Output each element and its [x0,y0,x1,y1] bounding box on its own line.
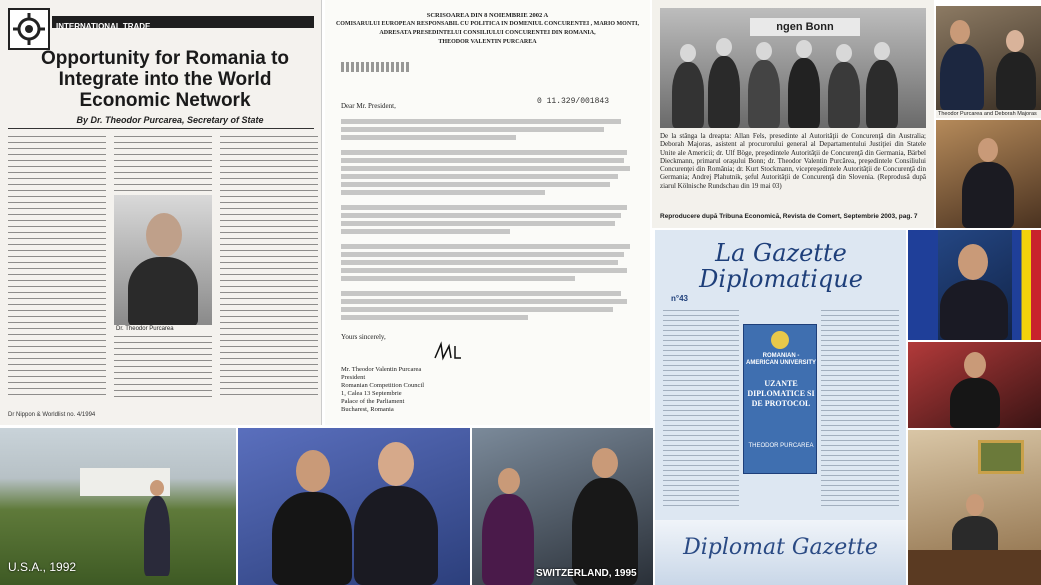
clipping-caption: De la stânga la dreapta: Allan Fels, presedinte al Autorităţii de Concurenţă din Australia; Deborah Majoras, asistent al procurorului general al Departamentului Justiţiei din Statele Unite ale Americii; dr. Ulf Böge, preşedintele Autorităţii de Concurenţă din Germania, Bärbel Dieckmann, primarul oraşului Bonn; dr. Theodor Valentin Purcărea, preşedintele Consiliului Concurenţei din România; dr. Kurt Stockmann, vicepreşedintele Autorităţii de Concurenţă din Germania; Andrej Plahutnik, şeful Autorităţii de Concurenţă din Slovenia. (Reprodusă după ziarul Kölnische Rundschau din 19 mai 03) [660,132,926,190]
book-title: UZANTE DIPLOMATICE SI DE PROTOCOL [747,379,815,408]
article-column-3 [220,136,318,398]
letter-recipient-block [341,366,424,414]
gazette-footer-masthead: Diplomat Gazette [683,535,878,560]
book-author: THEODOR PURCAREA [748,443,814,449]
gazette-left-text [663,310,739,510]
article-section-bar [52,16,314,31]
letter-header-line-1: SCRISOAREA DIN 8 NOIEMBRIE 2002 A [426,12,549,19]
letter-header-line-3: ADRESATA PRESEDINTELUI CONSILIULUI CONCURENTEI DIN ROMANIA, [379,30,596,36]
article-section-label: INTERNATIONAL TRADE [56,22,151,31]
article-photo-caption: Dr. Theodor Purcarea [116,326,174,332]
caption-usa: U.S.A., 1992 [8,560,77,574]
photo-two-men [238,428,470,585]
letter-header-line-2: COMISARULUI EUROPEAN RESPONSABIL CU POLITICA IN DOMENIUL CONCURENTEI , MARIO MONTI, [335,21,640,27]
clipping-group-photo [660,8,926,128]
gazette-masthead: La Gazette Diplomatique [699,239,863,293]
article-column-2-top [114,136,212,192]
clipping-reproduction-note: Reproducere după Tribuna Economică, Revista de Comert, Septembrie 2003, pag. 7 [660,213,918,220]
photo-switzerland-1995 [472,428,653,585]
photo-flags-portrait [908,230,1041,340]
article-footer: Dr Nippon & Worldlist no. 4/1994 [8,412,96,418]
flag-romania-icon [1012,230,1041,340]
letter-signature [433,340,463,367]
recipient-line: President [341,374,366,381]
photo-red-background-portrait [908,342,1041,428]
article-divider [8,128,314,129]
photo-purcarea-majoras [936,6,1041,110]
caption-switzerland: SWITZERLAND, 1995 [536,568,637,579]
article-byline: By Dr. Theodor Purcarea, Secretary of State [76,115,264,125]
gazette-issue: n°43 [671,294,688,303]
recipient-line: Bucharest, Romania [341,406,394,413]
author-body [128,257,198,325]
article-logo-icon [8,8,50,50]
book-cover [743,324,817,474]
newspaper-clipping [652,0,934,228]
letter-emblem [341,62,411,72]
clipping-sign-text: ngen Bonn [776,21,834,33]
letter-stamp-number: 0 11.329/001843 [537,97,610,106]
photo-desk-portrait [908,430,1041,585]
flag-eu-icon [908,230,938,340]
letter-header-line-4: THEODOR VALENTIN PURCAREA [438,39,537,45]
photo-caption-majoras: Theodor Purcarea and Deborah Majoras [936,110,1041,118]
letter-salutation: Dear Mr. President, [341,102,396,110]
recipient-line: Palace of the Parliament [341,398,405,405]
wall-painting [978,440,1024,474]
commission-letter [325,0,650,425]
magazine-article [0,0,322,425]
book-publisher: ROMANIAN - AMERICAN UNIVERSITY [746,353,817,366]
desk [908,550,1041,585]
recipient-line: 1, Calea 13 Septembrie [341,390,402,397]
photo-usa-1992 [0,428,236,585]
article-column-2-bottom [114,336,212,398]
clipping-sign [750,18,860,36]
letter-closing: Yours sincerely, [341,333,386,341]
photo-office-portrait [936,120,1041,228]
gazette-right-text [821,310,899,510]
article-column-1 [8,136,106,398]
gazette-diplomatique [655,230,906,585]
book-emblem-icon [771,331,789,349]
author-head [146,213,182,257]
recipient-line: Mr. Theodor Valentin Purcarea [341,366,422,373]
article-author-photo [114,195,212,325]
recipient-line: Romanian Competition Council [341,382,425,389]
article-title: Opportunity for Romania to Integrate into the World Economic Network [40,48,290,111]
letter-body [341,116,633,323]
